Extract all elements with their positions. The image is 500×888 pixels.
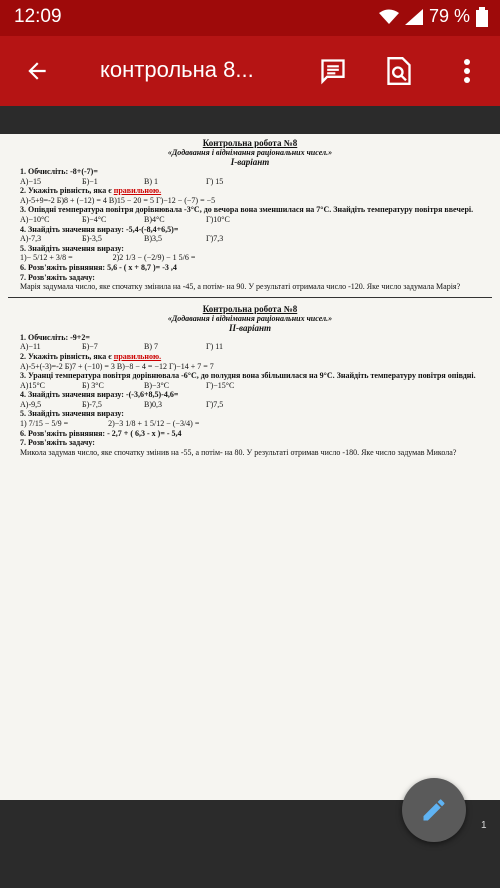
v1-q7-text: Марія задумала число, яке спочатку змінила на -45, а потім- на 90. У результаті отримала число -120. Яке число задумала Марія?	[20, 282, 461, 292]
v2-q2-highlight: правильною.	[113, 351, 162, 361]
variant-1-section	[0, 138, 500, 292]
section-divider	[8, 297, 492, 298]
option-a: А)−10°С	[20, 214, 50, 224]
v1-q5-expressions: 1)− 5/12 + 3/8 = 2)2 1/3 − (−2/9) − 1 5/6 =	[20, 253, 196, 263]
option-a: А)-7,3	[20, 234, 42, 244]
v1-q2-options: А)-5+9=-2 Б)8 + (−12) = 4 В)15 − 20 = 5 Г)−12 − (−7) = −5	[20, 195, 216, 205]
option-c: В)0,3	[144, 399, 162, 409]
search-document-button[interactable]	[382, 54, 416, 88]
option-d: Г)10°С	[206, 214, 230, 224]
option-b: Б)−1	[82, 176, 98, 186]
wifi-icon	[379, 9, 399, 25]
v1-subtitle: «Додавання і віднімання раціональних чисел.»	[167, 148, 333, 157]
option-b: Б)−4°С	[82, 214, 107, 224]
v1-q4: 4. Знайдіть значення виразу: -5,4-(-8,4+6,5)=	[20, 224, 179, 234]
notes-icon	[319, 57, 347, 85]
v1-q2-highlight: правильною.	[113, 186, 162, 196]
v1-q3: 3. Опівдні температура повітря дорівнювала -3°С, до вечора вона зменшилася на 7°С. Знайдіть температуру повітря ввечері.	[20, 205, 474, 215]
back-button[interactable]	[20, 54, 54, 88]
v1-q2-text: 2. Укажіть рівність, яка є	[20, 186, 114, 196]
option-a: А)−11	[20, 342, 41, 352]
document-title: контрольна 8...	[100, 57, 254, 82]
v2-subtitle: «Додавання і віднімання раціональних чисел.»	[167, 313, 333, 323]
battery-level: 79 %	[428, 6, 470, 26]
option-a: А)-9,5	[20, 399, 42, 409]
v1-q2	[20, 186, 480, 196]
v2-q5: 5. Знайдіть значення виразу:	[20, 409, 124, 419]
notes-button[interactable]	[316, 54, 350, 88]
status-time: 12:09	[14, 6, 62, 27]
option-b: Б)−7	[82, 342, 98, 352]
more-vert-icon	[463, 58, 471, 84]
v2-title: Контрольна робота №8	[202, 303, 298, 314]
app-bar	[0, 36, 500, 106]
v2-q3: 3. Уранці температура повітря дорівнювала -6°С, до полудня вона збільшилася на 9°С. Знайдіть температуру повітря опівдні.	[20, 371, 476, 381]
option-c: В) 7	[144, 342, 158, 352]
v1-q1: 1. Обчисліть: -8+(-7)=	[20, 167, 98, 176]
v1-q5: 5. Знайдіть значення виразу:	[20, 243, 124, 253]
option-c: В)3,5	[144, 234, 162, 244]
v1-q1-options	[20, 177, 480, 187]
option-c: В)−3°С	[144, 380, 170, 390]
status-bar	[0, 0, 500, 36]
option-a: А)−15	[20, 176, 41, 186]
status-icons	[379, 6, 488, 27]
option-d: Г)7,3	[206, 234, 224, 244]
option-d: Г) 11	[206, 342, 223, 352]
option-a: А)15°С	[20, 380, 45, 390]
signal-icon	[405, 9, 423, 25]
v2-q1-options	[20, 342, 480, 352]
arrow-left-icon	[24, 58, 50, 84]
v1-q6: 6. Розв'яжіть рівняння: 5,6 - ( x + 8,7 )= -3 ,4	[20, 262, 177, 272]
v2-q2	[20, 352, 480, 362]
variant-2-section	[0, 304, 500, 458]
v2-q2-text: 2. Укажіть рівність, яка є	[20, 351, 114, 361]
option-b: Б)-7,5	[82, 399, 102, 409]
document-page[interactable]	[0, 134, 500, 800]
more-options-button[interactable]	[450, 54, 484, 88]
v2-q4-options	[20, 400, 480, 410]
search-doc-icon	[386, 57, 412, 85]
v1-title: Контрольна робота №8	[202, 138, 298, 148]
v2-q7: 7. Розв'яжіть задачу:	[20, 438, 95, 448]
option-c: В)4°С	[144, 214, 165, 224]
v1-q7: 7. Розв'яжіть задачу:	[20, 272, 95, 282]
v2-q1: 1. Обчисліть: -9+2=	[20, 332, 90, 342]
v2-q7-text: Микола задумав число, яке спочатку змінив на -55, а потім- на 80. У результаті отримав число -180. Яке число задумав Микола?	[20, 447, 457, 457]
option-d: Г)−15°С	[206, 380, 235, 390]
option-d: Г) 15	[206, 176, 224, 186]
edit-fab-button[interactable]	[402, 778, 466, 842]
v2-q6: 6. Розв'яжіть рівняння: - 2,7 + ( 6,3 - x )= - 5,4	[20, 428, 182, 438]
v1-variant: І-варіант	[230, 157, 270, 167]
v2-q2-options: А)-5+(-3)=-2 Б)7 + (−10) = 3 В)−8 − 4 = −12 Г)−14 + 7 = 7	[20, 361, 214, 371]
v2-q3-options	[20, 381, 480, 391]
v2-q4: 4. Знайдіть значення виразу: -(-3,6+8,5)-4,6=	[20, 390, 179, 400]
option-c: В) 1	[144, 176, 158, 186]
v2-variant: ІІ-варіант	[229, 322, 271, 333]
option-b: Б) 3°С	[82, 380, 104, 390]
v2-q5-expressions: 1) 7/15 − 5/9 = 2)−3 1/8 + 1 5/12 − (−3/4) =	[20, 419, 200, 429]
v1-q4-options	[20, 234, 480, 244]
battery-icon	[476, 7, 488, 27]
option-d: Г)7,5	[206, 399, 224, 409]
option-b: Б)-3,5	[82, 234, 102, 244]
v1-q3-options	[20, 215, 480, 225]
pencil-icon	[420, 796, 448, 824]
page-number: 1	[481, 820, 487, 831]
